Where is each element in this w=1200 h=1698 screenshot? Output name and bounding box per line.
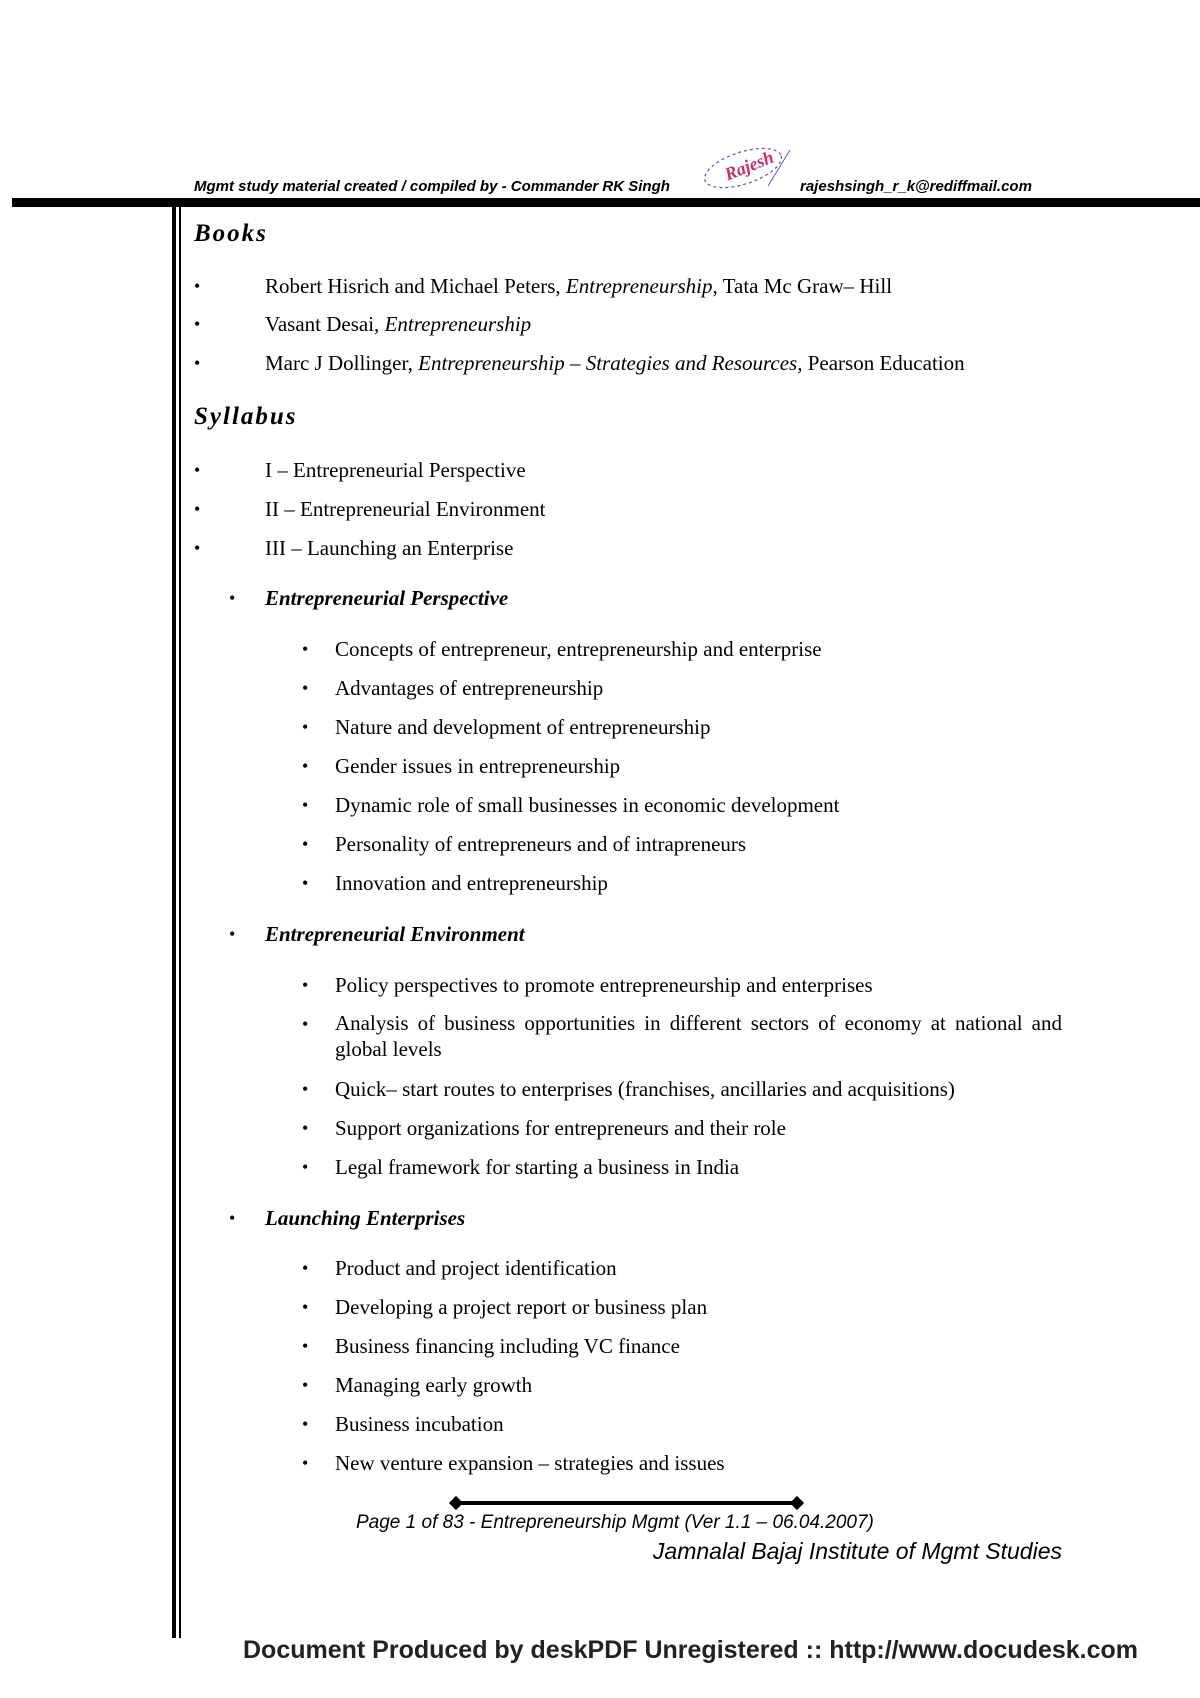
unit-bullet: • — [194, 460, 201, 480]
book-title: Entrepreneurship – Strategies and Resources, — [418, 351, 803, 375]
topic-item: Analysis of business opportunities in different sectors of economy at national and global levels — [335, 1011, 1062, 1061]
topic-bullet: • — [302, 795, 309, 815]
topic-item: Innovation and entrepreneurship — [335, 871, 608, 895]
book-bullet: • — [194, 276, 201, 296]
topic-item: Developing a project report or business plan — [335, 1295, 708, 1319]
topic-item: Dynamic role of small businesses in economic development — [335, 793, 840, 817]
book-author: Robert Hisrich and Michael Peters, — [265, 274, 561, 298]
footer-rule-diamond-right — [790, 1496, 804, 1510]
topic-bullet: • — [302, 975, 309, 995]
topic-bullet: • — [302, 834, 309, 854]
topic-item: Personality of entrepreneurs and of intrapreneurs — [335, 832, 747, 856]
topic-bullet: • — [302, 873, 309, 893]
topic-bullet: • — [302, 1258, 309, 1278]
topic-bullet: • — [302, 1297, 309, 1317]
topic-bullet: • — [302, 639, 309, 659]
book-title: Entrepreneurship — [384, 312, 532, 336]
section-heading: Launching Enterprises — [265, 1206, 466, 1230]
topic-item: Advantages of entrepreneurship — [335, 676, 604, 700]
topic-item: Policy perspectives to promote entrepreneurship and enterprises — [335, 973, 873, 997]
header-rule — [12, 198, 1200, 207]
topic-item: Concepts of entrepreneur, entrepreneurship and enterprise — [335, 637, 822, 661]
header-email: rajeshsingh_r_k@rediffmail.com — [800, 178, 1032, 195]
book-author: Vasant Desai, — [265, 312, 380, 336]
topic-item: Product and project identification — [335, 1256, 617, 1280]
book-publisher: , Tata Mc Graw– Hill — [712, 274, 893, 298]
book-title: Entrepreneurship — [565, 274, 713, 298]
unit-bullet: • — [194, 538, 201, 558]
topic-item: Quick– start routes to enterprises (franchises, ancillaries and acquisitions) — [335, 1077, 955, 1101]
institute-name: Jamnalal Bajaj Institute of Mgmt Studies — [652, 1538, 1062, 1564]
book-item — [265, 351, 965, 376]
book-item — [265, 274, 892, 299]
book-bullet: • — [194, 314, 201, 334]
book-publisher: Pearson Education — [807, 351, 965, 375]
section-bullet: • — [229, 924, 236, 944]
topic-item: Business incubation — [335, 1412, 504, 1436]
header-author-credit: Mgmt study material created / compiled by - Commander RK Singh — [194, 178, 670, 195]
topic-item: Gender issues in entrepreneurship — [335, 754, 621, 778]
syllabus-unit: III – Launching an Enterprise — [265, 536, 514, 560]
pdf-watermark: Document Produced by deskPDF Unregistered :: http://www.docudesk.com — [243, 1636, 1139, 1664]
topic-item: Business financing including VC finance — [335, 1334, 680, 1358]
footer-rule — [456, 1501, 798, 1505]
topic-bullet: • — [302, 756, 309, 776]
topic-item: New venture expansion – strategies and issues — [335, 1451, 725, 1475]
book-item — [265, 312, 531, 337]
unit-bullet: • — [194, 499, 201, 519]
topic-bullet: • — [302, 1414, 309, 1434]
topic-bullet: • — [302, 1079, 309, 1099]
topic-bullet: • — [302, 1336, 309, 1356]
svg-text:Rajesh: Rajesh — [721, 146, 777, 185]
topic-bullet: • — [302, 717, 309, 737]
rajesh-stamp-logo — [698, 140, 798, 192]
syllabus-unit: I – Entrepreneurial Perspective — [265, 458, 526, 482]
book-bullet: • — [194, 353, 201, 373]
topic-bullet: • — [302, 1014, 309, 1034]
syllabus-unit: II – Entrepreneurial Environment — [265, 497, 546, 521]
topic-item: Nature and development of entrepreneurship — [335, 715, 711, 739]
section-heading: Entrepreneurial Environment — [265, 922, 525, 946]
book-author: Marc J Dollinger, — [265, 351, 413, 375]
section-bullet: • — [229, 1208, 236, 1228]
topic-bullet: • — [302, 678, 309, 698]
topic-bullet: • — [302, 1157, 309, 1177]
topic-item: Managing early growth — [335, 1373, 533, 1397]
topic-bullet: • — [302, 1453, 309, 1473]
topic-bullet: • — [302, 1375, 309, 1395]
section-bullet: • — [229, 588, 236, 608]
books-heading: Books — [194, 220, 268, 247]
topic-item: Support organizations for entrepreneurs and their role — [335, 1116, 786, 1140]
footer-rule-diamond-left — [449, 1496, 463, 1510]
page-number-footer: Page 1 of 83 - Entrepreneurship Mgmt (Ver 1.1 – 06.04.2007) — [356, 1512, 874, 1533]
left-margin-rule-inner — [179, 198, 181, 1638]
left-margin-rule — [172, 198, 176, 1638]
section-heading: Entrepreneurial Perspective — [265, 586, 509, 610]
syllabus-heading: Syllabus — [194, 403, 298, 430]
topic-item: Legal framework for starting a business in India — [335, 1155, 740, 1179]
topic-bullet: • — [302, 1118, 309, 1138]
